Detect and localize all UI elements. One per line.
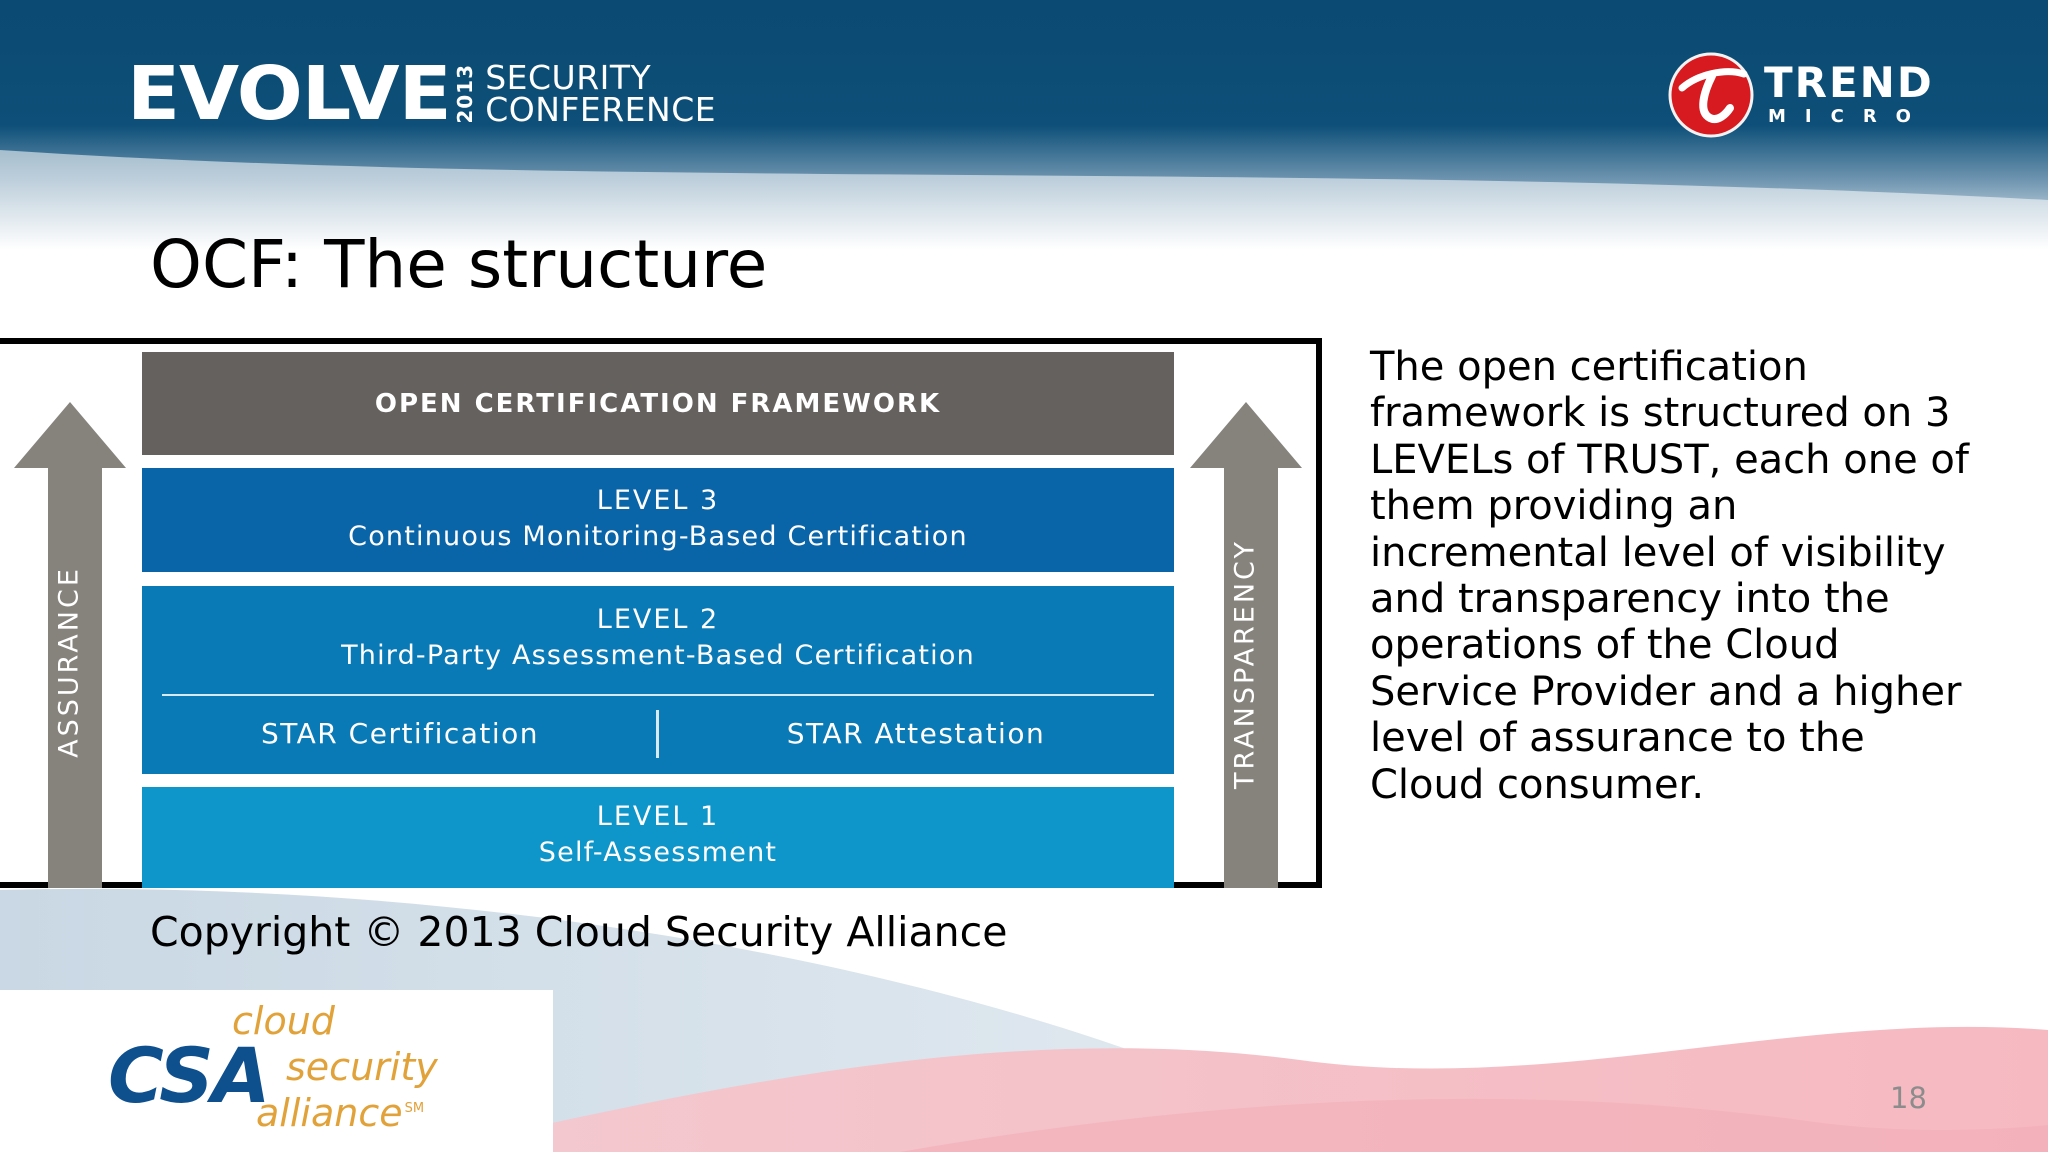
level3-band — [142, 468, 1174, 572]
trend-micro-wordmark: TREND — [1764, 58, 1934, 107]
trend-micro-ball-icon — [1668, 52, 1754, 138]
csa-logo-word-security: security — [286, 1045, 438, 1089]
body-paragraph: The open certification framework is structured on 3 LEVELs of TRUST, each one of them providing an incremental level of visibility and transparency into the operations of the Cloud Service Provider and a higher level of assurance to the Cloud consumer. — [1370, 344, 1969, 808]
csa-logo-mark: CSA — [108, 1031, 269, 1120]
framework-label: OPEN CERTIFICATION FRAMEWORK — [374, 388, 942, 419]
level3-subtitle: Continuous Monitoring-Based Certification — [348, 521, 968, 552]
evolve-logo-subtitle-line1: SECURITY — [485, 58, 652, 97]
level1-subtitle: Self-Assessment — [538, 837, 778, 868]
star-attestation-label: STAR Attestation — [786, 717, 1046, 750]
level2-band — [142, 586, 1174, 774]
transparency-label: TRANSPARENCY — [1229, 539, 1261, 789]
evolve-logo-word: EVOLVE — [127, 51, 451, 137]
csa-logo-alliance-text: alliance — [256, 1091, 403, 1135]
star-certification-label: STAR Certification — [260, 717, 540, 750]
page-title: OCF: The structure — [150, 226, 768, 303]
csa-logo-service-mark: SM — [404, 1101, 425, 1117]
evolve-logo-subtitle-line2: CONFERENCE — [485, 90, 717, 129]
evolve-logo-subtitle — [485, 58, 717, 129]
level1-band — [142, 787, 1174, 888]
csa-logo — [0, 990, 553, 1152]
level2-subtitle: Third-Party Assessment-Based Certification — [341, 640, 975, 671]
trend-micro-logo — [1668, 52, 1934, 138]
level3-title: LEVEL 3 — [596, 485, 720, 516]
page-number: 18 — [1890, 1081, 1927, 1115]
trend-micro-subword: MICRO — [1768, 106, 1930, 127]
level2-separator-line — [162, 694, 1154, 696]
csa-logo-word-cloud: cloud — [232, 999, 335, 1043]
level2-title: LEVEL 2 — [596, 604, 720, 635]
level1-title: LEVEL 1 — [596, 801, 720, 832]
copyright-notice: Copyright © 2013 Cloud Security Alliance — [150, 908, 1008, 956]
ocf-structure-diagram — [0, 338, 1322, 888]
evolve-logo-year: 2013 — [453, 64, 478, 124]
evolve-conference-logo — [127, 51, 717, 137]
csa-logo-word-alliance — [256, 1091, 425, 1135]
framework-band — [142, 352, 1174, 455]
assurance-label: ASSURANCE — [53, 566, 85, 758]
